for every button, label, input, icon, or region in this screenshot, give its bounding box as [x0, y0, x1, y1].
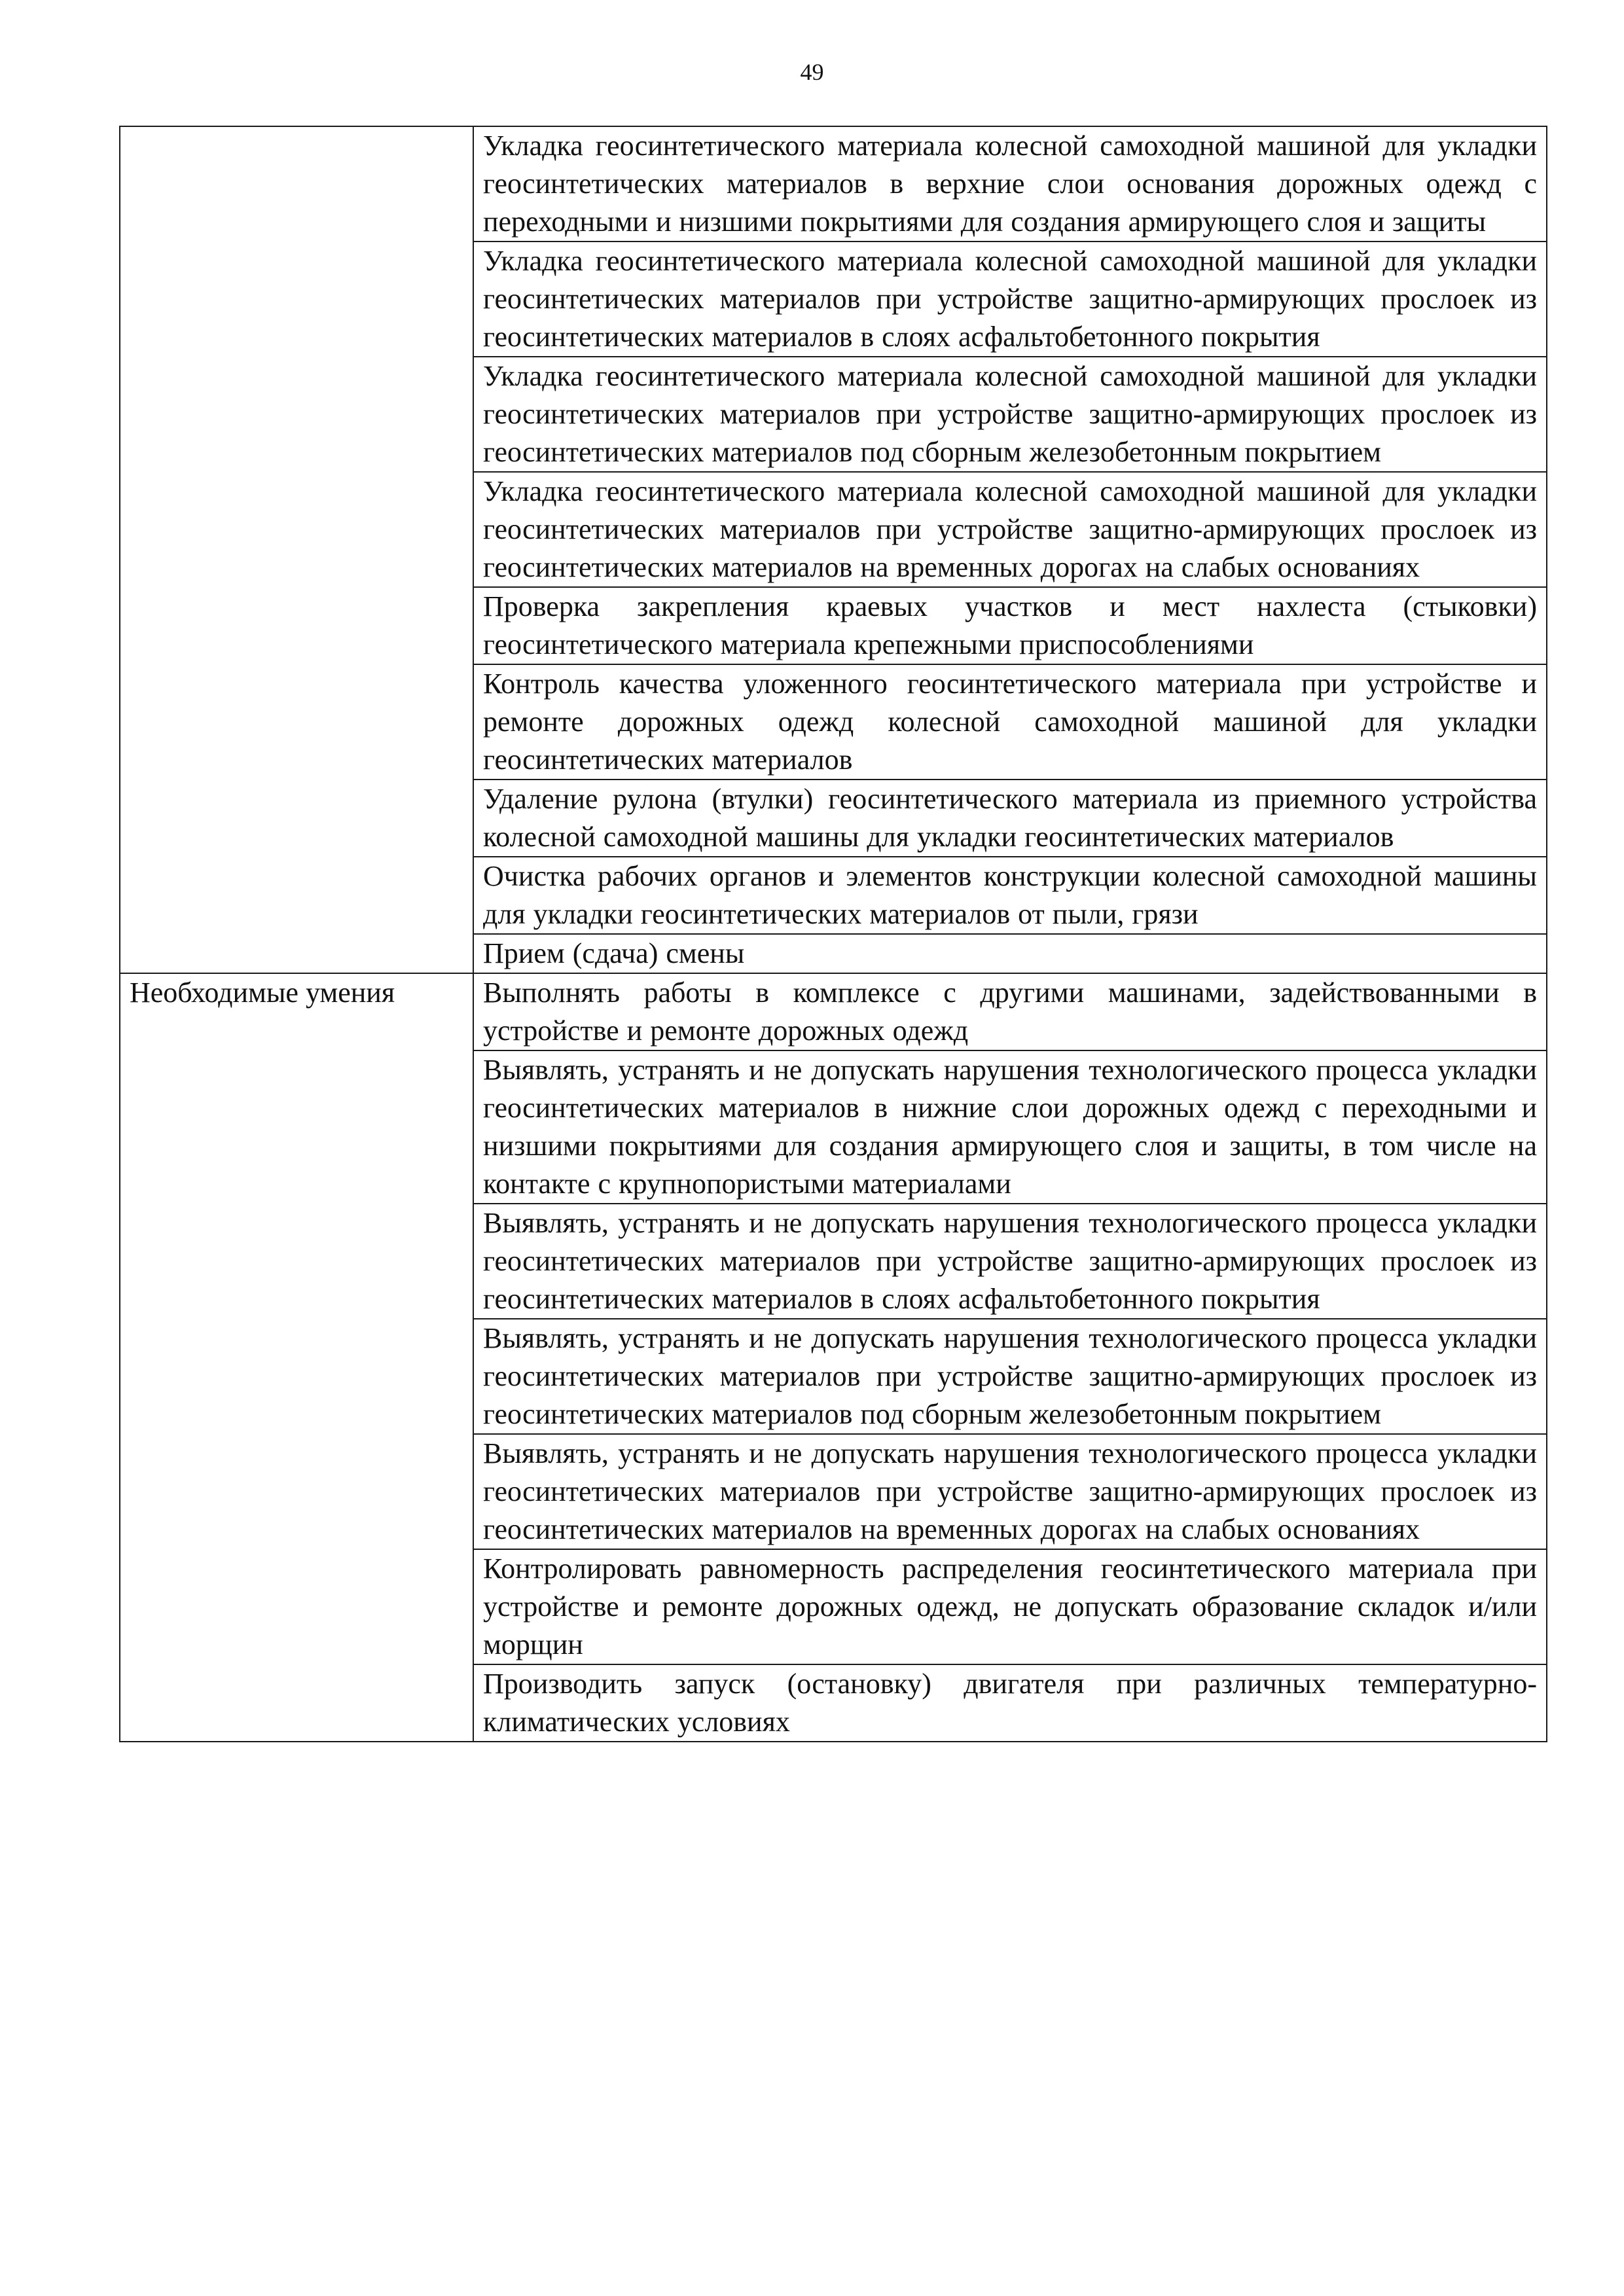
table-cell: Выполнять работы в комплексе с другими машинами, задействованными в устройстве и ремонте дорожных одежд: [473, 973, 1547, 1050]
table-cell: Контроль качества уложенного геосинтетического материала при устройстве и ремонте дорожных одежд колесной самоходной машиной для укладки геосинтетических материалов: [473, 664, 1547, 780]
table-cell: Укладка геосинтетического материала колесной самоходной машиной для укладки геосинтетических материалов при устройстве защитно-армирующих прослоек из геосинтетических материалов под сборным железобетонным покрытием: [473, 357, 1547, 472]
table-cell: Очистка рабочих органов и элементов конструкции колесной самоходной машины для укладки геосинтетических материалов от пыли, грязи: [473, 857, 1547, 934]
table-cell: Укладка геосинтетического материала колесной самоходной машиной для укладки геосинтетических материалов в верхние слои основания дорожных одежд с переходными и низшими покрытиями для создания армирующего слоя и защиты: [473, 126, 1547, 242]
table-row: [120, 126, 1547, 242]
table-cell: Выявлять, устранять и не допускать нарушения технологического процесса укладки геосинтетических материалов при устройстве защитно-армирующих прослоек из геосинтетических материалов под сборным железобетонным покрытием: [473, 1319, 1547, 1434]
table-cell: Производить запуск (остановку) двигателя при различных температурно-климатических условиях: [473, 1664, 1547, 1742]
table-cell: Удаление рулона (втулки) геосинтетического материала из приемного устройства колесной самоходной машины для укладки геосинтетических материалов: [473, 780, 1547, 857]
table-cell: Контролировать равномерность распределения геосинтетического материала при устройстве и ремонте дорожных одежд, не допускать образование складок и/или морщин: [473, 1549, 1547, 1664]
table-cell: Укладка геосинтетического материала колесной самоходной машиной для укладки геосинтетических материалов при устройстве защитно-армирующих прослоек из геосинтетических материалов на временных дорогах на слабых основаниях: [473, 472, 1547, 587]
table-cell: Прием (сдача) смены: [473, 934, 1547, 973]
table-cell: Выявлять, устранять и не допускать нарушения технологического процесса укладки геосинтетических материалов при устройстве защитно-армирующих прослоек из геосинтетических материалов в слоях асфальтобетонного покрытия: [473, 1204, 1547, 1319]
table-cell: Укладка геосинтетического материала колесной самоходной машиной для укладки геосинтетических материалов при устройстве защитно-армирующих прослоек из геосинтетических материалов в слоях асфальтобетонного покрытия: [473, 242, 1547, 357]
table-cell: Выявлять, устранять и не допускать нарушения технологического процесса укладки геосинтетических материалов в нижние слои дорожных одежд с переходными и низшими покрытиями для создания армирующего слоя и защиты, в том числе на контакте с крупнопористыми материалами: [473, 1050, 1547, 1204]
requirements-table: [119, 126, 1547, 1742]
table-cell: Выявлять, устранять и не допускать нарушения технологического процесса укладки геосинтетических материалов при устройстве защитно-армирующих прослоек из геосинтетических материалов на временных дорогах на слабых основаниях: [473, 1434, 1547, 1549]
group-label-skills: Необходимые умения: [120, 973, 473, 1742]
group-label-cell: [120, 126, 473, 973]
page-number: 49: [800, 59, 824, 85]
table-cell: Проверка закрепления краевых участков и мест нахлеста (стыковки) геосинтетического материала крепежными приспособлениями: [473, 587, 1547, 664]
table-row: [120, 973, 1547, 1050]
